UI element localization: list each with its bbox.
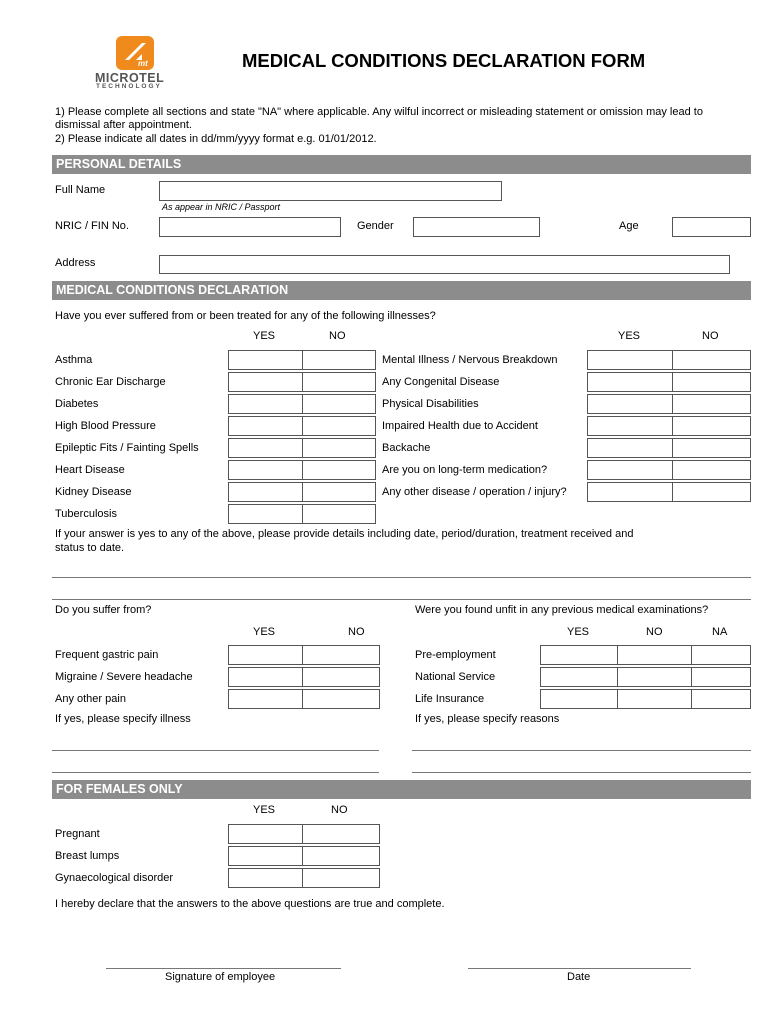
unfit-item-na-box[interactable]	[691, 689, 751, 709]
logo-subtitle: TECHNOLOGY	[96, 83, 162, 90]
details-line-2[interactable]	[52, 599, 751, 600]
instruction-1b: dismissal after appointment.	[55, 119, 192, 131]
company-logo-mark	[116, 36, 154, 70]
declaration-text: I hereby declare that the answers to the above questions are true and complete.	[55, 898, 445, 910]
suffer-item-no-box[interactable]	[302, 689, 380, 709]
gender-field[interactable]	[413, 217, 540, 237]
left-illness-no-box[interactable]	[302, 394, 376, 414]
left-illness-label: Heart Disease	[55, 464, 125, 476]
right-illness-yes-box[interactable]	[587, 482, 673, 502]
females-yes-header: YES	[253, 804, 276, 816]
left-illness-no-box[interactable]	[302, 438, 376, 458]
suffer-no-header: NO	[348, 626, 365, 638]
details-instruction: If your answer is yes to any of the above, please provide details including date, period/duration, treatment received and	[55, 528, 634, 540]
unfit-na-header: NA	[712, 626, 728, 638]
section-medical-conditions: MEDICAL CONDITIONS DECLARATION	[52, 281, 751, 300]
right-illness-yes-box[interactable]	[587, 372, 673, 392]
left-illness-yes-box[interactable]	[228, 416, 303, 436]
instruction-2: 2) Please indicate all dates in dd/mm/yyyy format e.g. 01/01/2012.	[55, 133, 377, 145]
female-item-no-box[interactable]	[302, 868, 380, 888]
logo-icon	[116, 36, 154, 70]
unfit-specify-line-2[interactable]	[412, 772, 751, 773]
left-illness-yes-box[interactable]	[228, 504, 303, 524]
address-label: Address	[55, 257, 96, 269]
female-item-yes-box[interactable]	[228, 868, 303, 888]
unfit-item-yes-box[interactable]	[540, 645, 618, 665]
unfit-item-na-box[interactable]	[691, 667, 751, 687]
details-instruction-2: status to date.	[55, 542, 125, 554]
right-illness-yes-box[interactable]	[587, 394, 673, 414]
nric-label: NRIC / FIN No.	[55, 220, 129, 232]
illness-question: Have you ever suffered from or been treated for any of the following illnesses?	[55, 310, 436, 322]
section-females-only: FOR FEMALES ONLY	[52, 780, 751, 799]
unfit-specify-line-1[interactable]	[412, 750, 751, 751]
address-field[interactable]	[159, 255, 730, 274]
signature-line[interactable]	[106, 968, 341, 969]
left-no-header: NO	[329, 330, 346, 342]
left-illness-no-box[interactable]	[302, 460, 376, 480]
right-no-header: NO	[702, 330, 719, 342]
suffer-yes-header: YES	[253, 626, 276, 638]
right-illness-no-box[interactable]	[672, 350, 751, 370]
left-illness-yes-box[interactable]	[228, 394, 303, 414]
right-illness-no-box[interactable]	[672, 394, 751, 414]
gender-label: Gender	[357, 220, 394, 232]
page-title: MEDICAL CONDITIONS DECLARATION FORM	[242, 50, 646, 71]
full-name-field[interactable]	[159, 181, 502, 201]
left-illness-yes-box[interactable]	[228, 372, 303, 392]
female-item-label: Gynaecological disorder	[55, 872, 174, 884]
suffer-item-label: Any other pain	[55, 693, 126, 705]
suffer-specify-label: If yes, please specify illness	[55, 713, 191, 725]
right-illness-label: Backache	[382, 442, 431, 454]
nric-field[interactable]	[159, 217, 341, 237]
female-item-yes-box[interactable]	[228, 824, 303, 844]
right-illness-yes-box[interactable]	[587, 350, 673, 370]
right-illness-label: Any other disease / operation / injury?	[382, 486, 567, 498]
instruction-1: 1) Please complete all sections and state "NA" where applicable. Any wilful incorrect or misleading statement or omission may lead to	[55, 106, 703, 118]
right-illness-no-box[interactable]	[672, 416, 751, 436]
unfit-item-no-box[interactable]	[617, 689, 692, 709]
age-field[interactable]	[672, 217, 751, 237]
unfit-item-yes-box[interactable]	[540, 689, 618, 709]
right-illness-no-box[interactable]	[672, 460, 751, 480]
full-name-note: As appear in NRIC / Passport	[162, 202, 281, 212]
females-no-header: NO	[331, 804, 348, 816]
left-illness-label: Kidney Disease	[55, 486, 132, 498]
right-illness-label: Impaired Health due to Accident	[382, 420, 538, 432]
left-illness-yes-box[interactable]	[228, 438, 303, 458]
right-yes-header: YES	[618, 330, 641, 342]
unfit-question: Were you found unfit in any previous medical examinations?	[415, 604, 709, 616]
right-illness-yes-box[interactable]	[587, 460, 673, 480]
left-illness-no-box[interactable]	[302, 504, 376, 524]
logo-mark-text: mt	[138, 59, 148, 68]
unfit-no-header: NO	[646, 626, 663, 638]
unfit-item-no-box[interactable]	[617, 667, 692, 687]
right-illness-label: Mental Illness / Nervous Breakdown	[382, 354, 558, 366]
unfit-item-yes-box[interactable]	[540, 667, 618, 687]
full-name-label: Full Name	[55, 184, 106, 196]
female-item-yes-box[interactable]	[228, 846, 303, 866]
right-illness-yes-box[interactable]	[587, 416, 673, 436]
female-item-no-box[interactable]	[302, 824, 380, 844]
left-illness-yes-box[interactable]	[228, 460, 303, 480]
age-label: Age	[619, 220, 639, 232]
left-illness-label: Epileptic Fits / Fainting Spells	[55, 442, 199, 454]
right-illness-no-box[interactable]	[672, 482, 751, 502]
left-illness-label: Tuberculosis	[55, 508, 117, 520]
left-illness-yes-box[interactable]	[228, 350, 303, 370]
unfit-item-label: Life Insurance	[415, 693, 485, 705]
suffer-item-no-box[interactable]	[302, 645, 380, 665]
date-label: Date	[567, 971, 591, 983]
right-illness-yes-box[interactable]	[587, 438, 673, 458]
section-personal-details: PERSONAL DETAILS	[52, 155, 751, 174]
suffer-question: Do you suffer from?	[55, 604, 152, 616]
left-illness-no-box[interactable]	[302, 416, 376, 436]
unfit-specify-label: If yes, please specify reasons	[415, 713, 560, 725]
unfit-yes-header: YES	[567, 626, 590, 638]
suffer-item-label: Migraine / Severe headache	[55, 671, 193, 683]
unfit-item-label: National Service	[415, 671, 496, 683]
right-illness-no-box[interactable]	[672, 372, 751, 392]
suffer-item-yes-box[interactable]	[228, 645, 303, 665]
left-illness-label: Chronic Ear Discharge	[55, 376, 166, 388]
left-illness-label: Asthma	[55, 354, 93, 366]
left-illness-label: High Blood Pressure	[55, 420, 156, 432]
unfit-item-label: Pre-employment	[415, 649, 496, 661]
right-illness-label: Physical Disabilities	[382, 398, 479, 410]
left-illness-no-box[interactable]	[302, 482, 376, 502]
right-illness-label: Are you on long-term medication?	[382, 464, 548, 476]
right-illness-no-box[interactable]	[672, 438, 751, 458]
suffer-specify-line-2[interactable]	[52, 772, 379, 773]
details-line-1[interactable]	[52, 577, 751, 578]
left-yes-header: YES	[253, 330, 276, 342]
right-illness-label: Any Congenital Disease	[382, 376, 500, 388]
date-line[interactable]	[468, 968, 691, 969]
suffer-item-yes-box[interactable]	[228, 689, 303, 709]
left-illness-yes-box[interactable]	[228, 482, 303, 502]
suffer-item-no-box[interactable]	[302, 667, 380, 687]
suffer-item-yes-box[interactable]	[228, 667, 303, 687]
female-item-no-box[interactable]	[302, 846, 380, 866]
unfit-item-na-box[interactable]	[691, 645, 751, 665]
female-item-label: Pregnant	[55, 828, 100, 840]
left-illness-no-box[interactable]	[302, 350, 376, 370]
signature-label: Signature of employee	[165, 971, 276, 983]
female-item-label: Breast lumps	[55, 850, 120, 862]
unfit-item-no-box[interactable]	[617, 645, 692, 665]
logo-name: MICROTEL	[95, 71, 165, 85]
suffer-item-label: Frequent gastric pain	[55, 649, 159, 661]
left-illness-label: Diabetes	[55, 398, 99, 410]
suffer-specify-line-1[interactable]	[52, 750, 379, 751]
left-illness-no-box[interactable]	[302, 372, 376, 392]
